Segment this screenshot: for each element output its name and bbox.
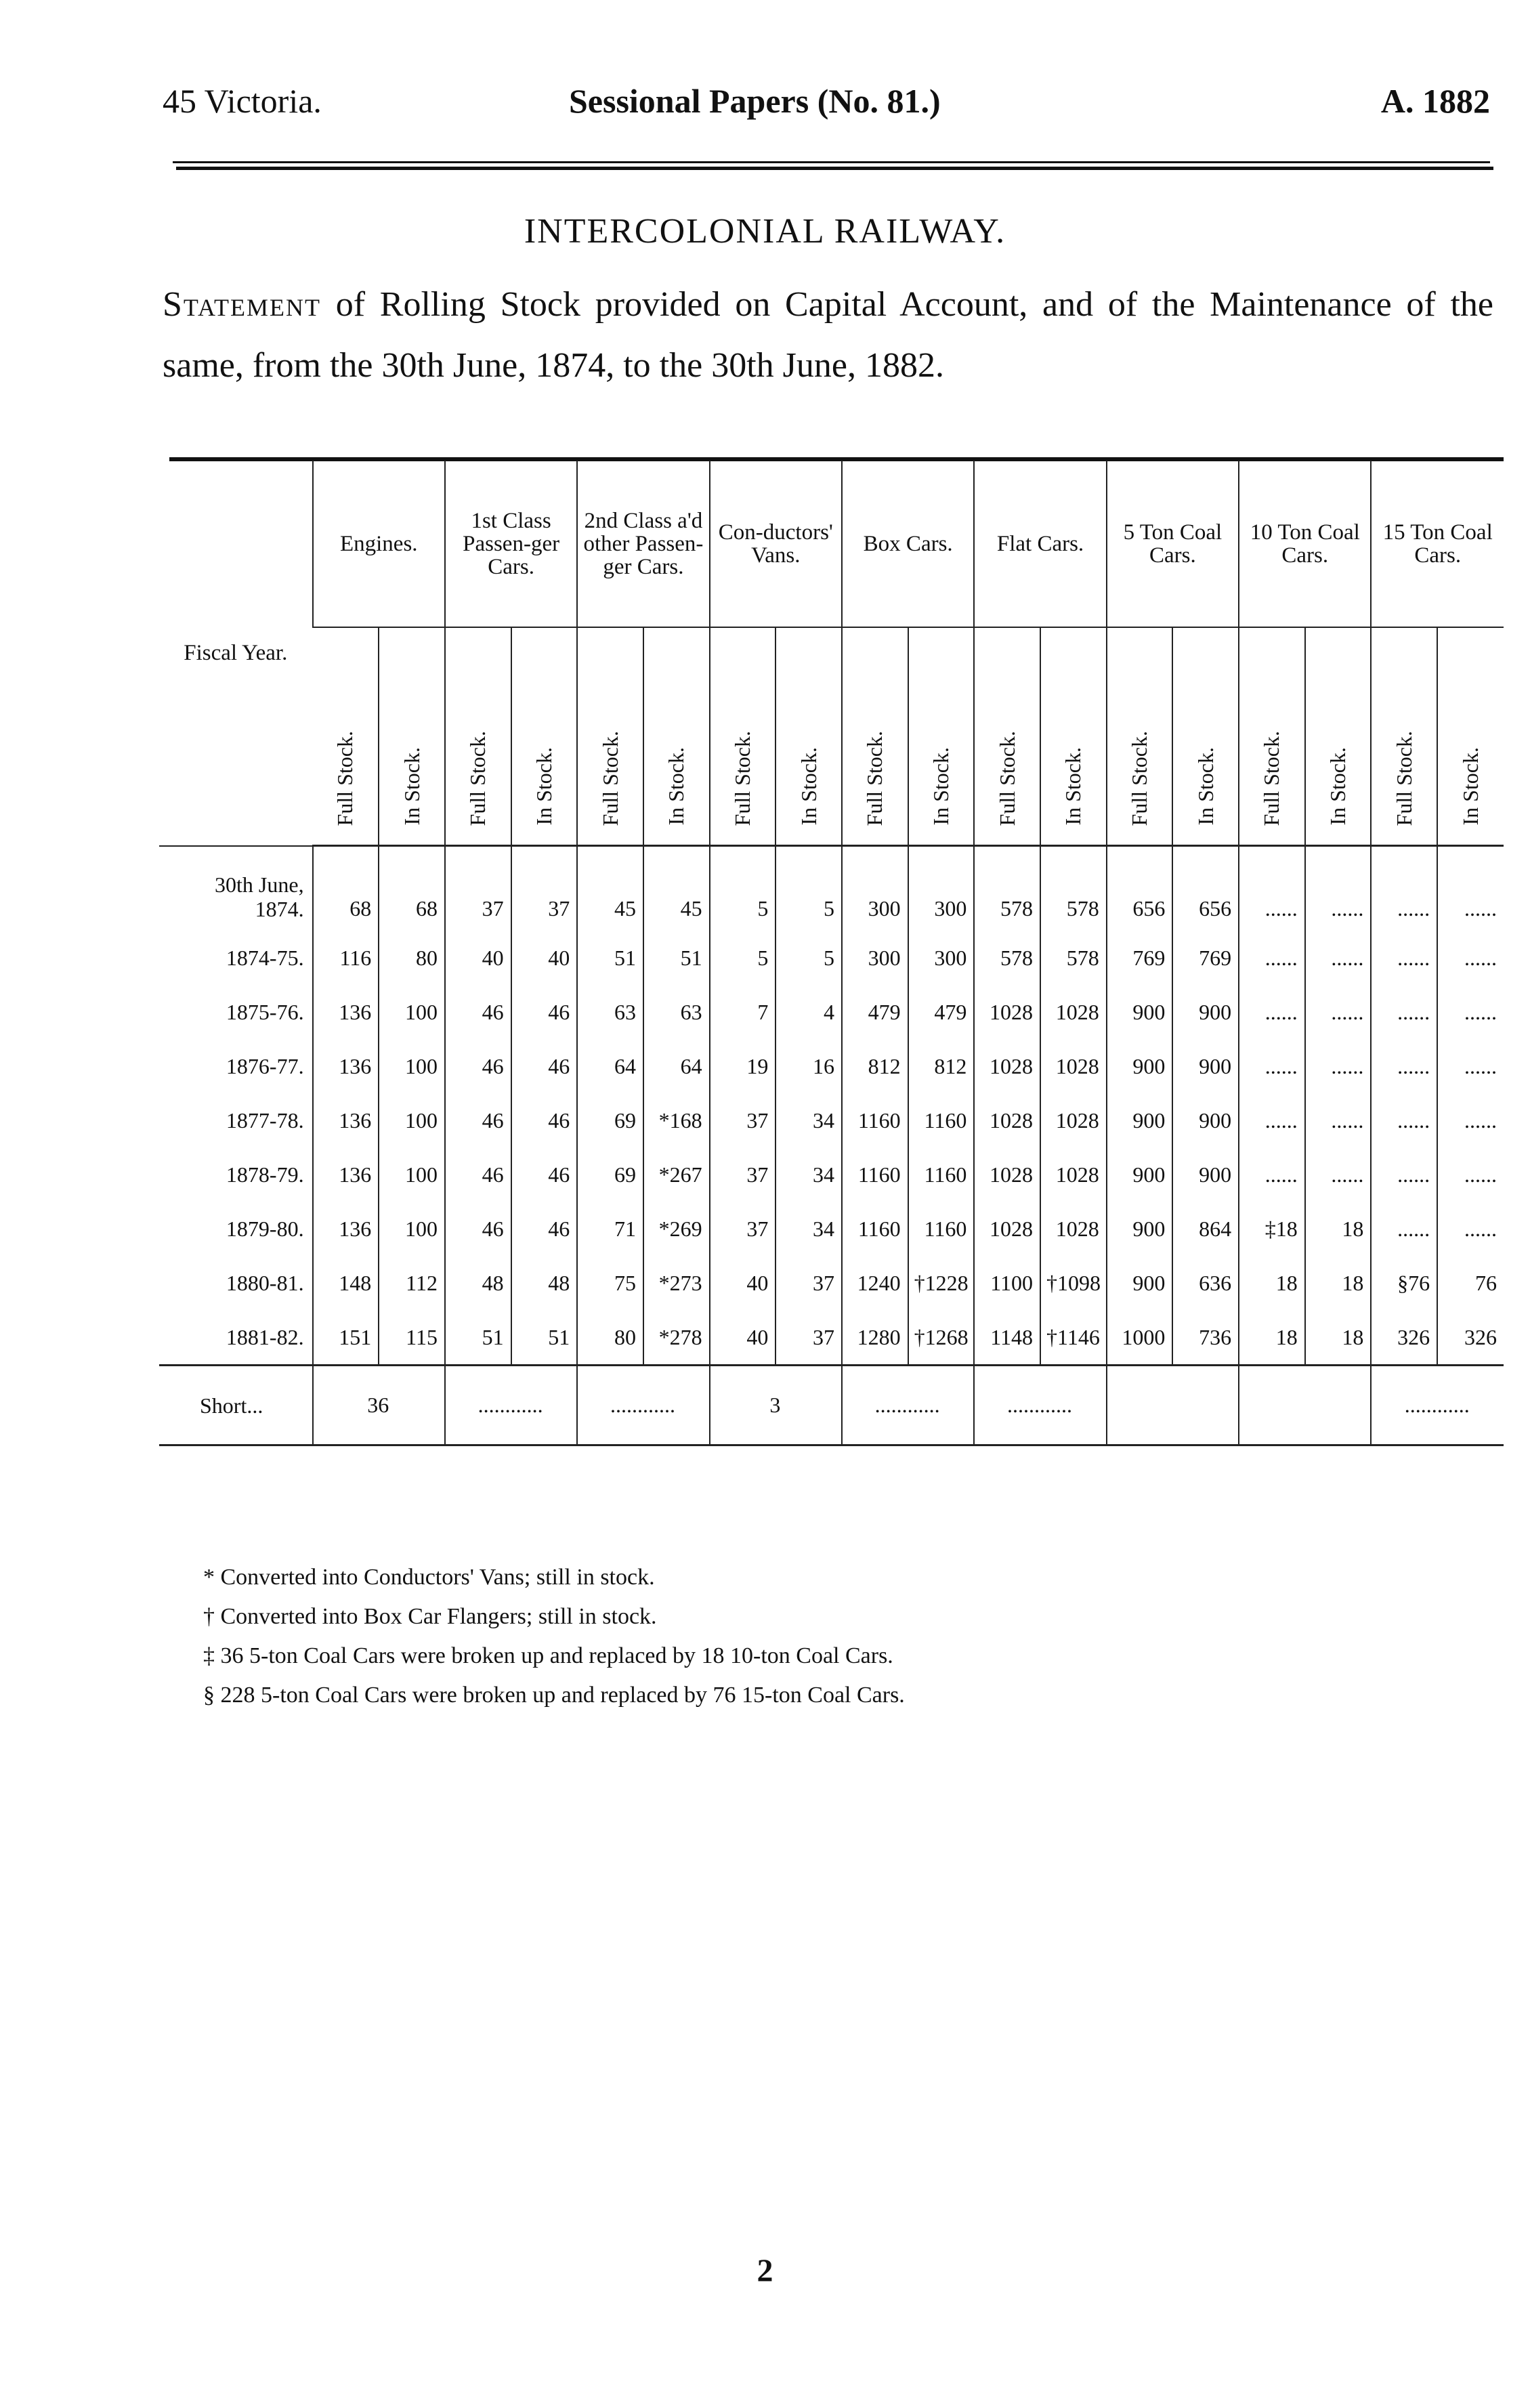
- in-stock-cell: 1160: [908, 1093, 975, 1147]
- in-stock-cell: 51: [643, 931, 710, 985]
- in-stock-cell: 100: [379, 1093, 445, 1147]
- full-stock-cell: 1148: [974, 1310, 1040, 1366]
- header-center: Sessional Papers (No. 81.): [569, 82, 941, 120]
- in-stock-cell: ......: [1305, 1039, 1372, 1093]
- short-row: [159, 1366, 1504, 1445]
- rolling-stock-table-wrap: [159, 461, 1504, 1446]
- table-row: [159, 1147, 1504, 1202]
- in-stock-cell: *269: [643, 1202, 710, 1256]
- in-stock-cell: 636: [1172, 1256, 1239, 1310]
- full-stock-cell: 48: [445, 1256, 511, 1310]
- footnote: ‡ 36 5-ton Coal Cars were broken up and replaced by 18 10-ton Coal Cars.: [203, 1643, 893, 1668]
- in-stock-cell: ......: [1437, 1147, 1504, 1202]
- statement-paragraph: [163, 274, 1493, 396]
- in-stock-cell: 37: [775, 1256, 842, 1310]
- full-stock-header: Full Stock.: [1371, 627, 1437, 846]
- full-stock-cell: 37: [710, 1147, 776, 1202]
- in-stock-cell: *273: [643, 1256, 710, 1310]
- in-stock-cell: 1160: [908, 1202, 975, 1256]
- full-stock-cell: 900: [1107, 1202, 1173, 1256]
- header-rule: [173, 161, 1490, 163]
- short-cell: 3: [710, 1366, 842, 1445]
- in-stock-cell: 18: [1305, 1202, 1372, 1256]
- fiscal-year-cell: 1879-80.: [226, 1217, 304, 1241]
- full-stock-cell: 136: [313, 1039, 379, 1093]
- in-stock-cell: 46: [511, 985, 578, 1039]
- in-stock-cell: 812: [908, 1039, 975, 1093]
- full-stock-cell: 769: [1107, 931, 1173, 985]
- in-stock-cell: ......: [1305, 1093, 1372, 1147]
- in-stock-header: In Stock.: [1305, 627, 1372, 846]
- full-stock-cell: 46: [445, 1202, 511, 1256]
- in-stock-cell: 656: [1172, 846, 1239, 931]
- group-header-row: [159, 461, 1504, 627]
- in-stock-cell: 48: [511, 1256, 578, 1310]
- in-stock-cell: 34: [775, 1147, 842, 1202]
- full-stock-cell: 479: [842, 985, 908, 1039]
- in-stock-cell: 18: [1305, 1256, 1372, 1310]
- full-stock-cell: ......: [1371, 846, 1437, 931]
- full-stock-cell: 45: [577, 846, 643, 931]
- full-stock-cell: 37: [710, 1093, 776, 1147]
- table-row: [159, 846, 1504, 931]
- full-stock-cell: 900: [1107, 1039, 1173, 1093]
- full-stock-cell: 51: [577, 931, 643, 985]
- in-stock-cell: 864: [1172, 1202, 1239, 1256]
- full-stock-cell: 1028: [974, 1039, 1040, 1093]
- full-stock-cell: ......: [1239, 846, 1305, 931]
- full-stock-cell: 68: [313, 846, 379, 931]
- full-stock-header: Full Stock.: [1239, 627, 1305, 846]
- full-stock-cell: ......: [1239, 1039, 1305, 1093]
- in-stock-cell: 300: [908, 931, 975, 985]
- group-header: 10 Ton Coal Cars.: [1239, 461, 1371, 627]
- full-stock-cell: 136: [313, 1093, 379, 1147]
- table-body: [159, 846, 1504, 1445]
- in-stock-cell: 900: [1172, 1039, 1239, 1093]
- in-stock-cell: 736: [1172, 1310, 1239, 1366]
- sub-header-row: [159, 627, 1504, 846]
- in-stock-header: In Stock.: [1437, 627, 1504, 846]
- full-stock-cell: 300: [842, 846, 908, 931]
- full-stock-cell: 812: [842, 1039, 908, 1093]
- in-stock-cell: 40: [511, 931, 578, 985]
- in-stock-cell: 68: [379, 846, 445, 931]
- group-header: 15 Ton Coal Cars.: [1371, 461, 1504, 627]
- in-stock-cell: 1028: [1040, 1093, 1107, 1147]
- in-stock-cell: 1028: [1040, 985, 1107, 1039]
- full-stock-cell: ......: [1371, 1202, 1437, 1256]
- full-stock-cell: 46: [445, 1093, 511, 1147]
- fiscal-year-cell: 30th June, 1874.: [215, 872, 304, 921]
- in-stock-cell: 1028: [1040, 1039, 1107, 1093]
- in-stock-header: In Stock.: [908, 627, 975, 846]
- footnote: § 228 5-ton Coal Cars were broken up and replaced by 76 15-ton Coal Cars.: [203, 1683, 905, 1708]
- header-rule-thick: [176, 167, 1493, 170]
- document-title: INTERCOLONIAL RAILWAY.: [524, 212, 1006, 251]
- in-stock-cell: ......: [1437, 1202, 1504, 1256]
- in-stock-cell: 37: [511, 846, 578, 931]
- in-stock-cell: †1146: [1040, 1310, 1107, 1366]
- full-stock-cell: 64: [577, 1039, 643, 1093]
- fiscal-year-cell: 1877-78.: [226, 1108, 304, 1133]
- in-stock-cell: 64: [643, 1039, 710, 1093]
- full-stock-header: Full Stock.: [842, 627, 908, 846]
- in-stock-cell: *267: [643, 1147, 710, 1202]
- footnotes: [203, 1558, 1422, 1715]
- running-header: [163, 81, 1490, 135]
- in-stock-cell: ......: [1437, 1093, 1504, 1147]
- group-header: 2nd Class a'd other Passen-ger Cars.: [577, 461, 709, 627]
- full-stock-cell: 1000: [1107, 1310, 1173, 1366]
- fiscal-year-cell: 1874-75.: [226, 946, 304, 970]
- rolling-stock-table: [159, 461, 1504, 1446]
- full-stock-cell: 1160: [842, 1202, 908, 1256]
- full-stock-cell: 148: [313, 1256, 379, 1310]
- in-stock-cell: 112: [379, 1256, 445, 1310]
- full-stock-cell: 51: [445, 1310, 511, 1366]
- full-stock-cell: ......: [1371, 1039, 1437, 1093]
- full-stock-cell: 1100: [974, 1256, 1040, 1310]
- in-stock-cell: †1228: [908, 1256, 975, 1310]
- table-row: [159, 1093, 1504, 1147]
- in-stock-cell: ......: [1305, 985, 1372, 1039]
- in-stock-cell: 769: [1172, 931, 1239, 985]
- full-stock-header: Full Stock.: [577, 627, 643, 846]
- short-cell: [1239, 1366, 1371, 1445]
- fiscal-year-cell: 1876-77.: [226, 1054, 304, 1078]
- in-stock-cell: 900: [1172, 985, 1239, 1039]
- short-cell: ............: [842, 1366, 974, 1445]
- in-stock-cell: 100: [379, 1039, 445, 1093]
- full-stock-cell: §76: [1371, 1256, 1437, 1310]
- fiscal-year-cell: 1880-81.: [226, 1271, 304, 1295]
- full-stock-cell: 80: [577, 1310, 643, 1366]
- in-stock-cell: 4: [775, 985, 842, 1039]
- short-cell: ............: [577, 1366, 709, 1445]
- in-stock-cell: 115: [379, 1310, 445, 1366]
- footnote: † Converted into Box Car Flangers; still in stock.: [203, 1604, 657, 1629]
- in-stock-cell: †1268: [908, 1310, 975, 1366]
- full-stock-header: Full Stock.: [710, 627, 776, 846]
- in-stock-cell: 100: [379, 1202, 445, 1256]
- statement-lead: Statement: [163, 285, 322, 324]
- full-stock-cell: 900: [1107, 1093, 1173, 1147]
- in-stock-header: In Stock.: [1172, 627, 1239, 846]
- in-stock-cell: 46: [511, 1093, 578, 1147]
- in-stock-cell: 18: [1305, 1310, 1372, 1366]
- in-stock-header: In Stock.: [643, 627, 710, 846]
- in-stock-cell: 16: [775, 1039, 842, 1093]
- group-header: 1st Class Passen-ger Cars.: [445, 461, 577, 627]
- in-stock-cell: 51: [511, 1310, 578, 1366]
- full-stock-cell: 46: [445, 985, 511, 1039]
- full-stock-cell: ......: [1239, 985, 1305, 1039]
- in-stock-cell: 5: [775, 931, 842, 985]
- full-stock-cell: 37: [445, 846, 511, 931]
- in-stock-cell: 578: [1040, 931, 1107, 985]
- in-stock-header: In Stock.: [1040, 627, 1107, 846]
- full-stock-cell: ......: [1239, 1147, 1305, 1202]
- full-stock-cell: ......: [1371, 1147, 1437, 1202]
- full-stock-cell: 46: [445, 1039, 511, 1093]
- in-stock-cell: 578: [1040, 846, 1107, 931]
- in-stock-cell: 5: [775, 846, 842, 931]
- full-stock-cell: 5: [710, 846, 776, 931]
- full-stock-cell: 1240: [842, 1256, 908, 1310]
- in-stock-cell: 326: [1437, 1310, 1504, 1366]
- in-stock-cell: 46: [511, 1039, 578, 1093]
- in-stock-cell: 479: [908, 985, 975, 1039]
- full-stock-cell: 1280: [842, 1310, 908, 1366]
- short-cell: ............: [974, 1366, 1106, 1445]
- fiscal-year-cell: 1878-79.: [226, 1162, 304, 1187]
- in-stock-cell: 300: [908, 846, 975, 931]
- fiscal-year-cell: 1881-82.: [226, 1325, 304, 1349]
- full-stock-cell: 578: [974, 846, 1040, 931]
- in-stock-cell: 80: [379, 931, 445, 985]
- table-row: [159, 985, 1504, 1039]
- full-stock-cell: 656: [1107, 846, 1173, 931]
- in-stock-cell: †1098: [1040, 1256, 1107, 1310]
- full-stock-header: Full Stock.: [445, 627, 511, 846]
- full-stock-cell: 900: [1107, 1256, 1173, 1310]
- full-stock-cell: 46: [445, 1147, 511, 1202]
- full-stock-cell: ......: [1371, 931, 1437, 985]
- in-stock-cell: 46: [511, 1147, 578, 1202]
- in-stock-cell: ......: [1305, 846, 1372, 931]
- full-stock-cell: 37: [710, 1202, 776, 1256]
- group-header: Con-ductors' Vans.: [710, 461, 842, 627]
- in-stock-cell: 34: [775, 1202, 842, 1256]
- in-stock-cell: ......: [1437, 1039, 1504, 1093]
- in-stock-cell: 76: [1437, 1256, 1504, 1310]
- full-stock-cell: 18: [1239, 1256, 1305, 1310]
- full-stock-cell: 75: [577, 1256, 643, 1310]
- fiscal-year-header: Fiscal Year.: [159, 461, 313, 846]
- in-stock-cell: ......: [1437, 985, 1504, 1039]
- in-stock-cell: ......: [1437, 931, 1504, 985]
- full-stock-header: Full Stock.: [313, 627, 379, 846]
- in-stock-cell: 1160: [908, 1147, 975, 1202]
- full-stock-cell: 1028: [974, 1147, 1040, 1202]
- group-header: Flat Cars.: [974, 461, 1106, 627]
- group-header: 5 Ton Coal Cars.: [1107, 461, 1239, 627]
- in-stock-cell: 37: [775, 1310, 842, 1366]
- full-stock-cell: 40: [710, 1256, 776, 1310]
- full-stock-header: Full Stock.: [1107, 627, 1173, 846]
- full-stock-cell: 151: [313, 1310, 379, 1366]
- full-stock-cell: 136: [313, 1147, 379, 1202]
- full-stock-cell: 7: [710, 985, 776, 1039]
- full-stock-cell: 18: [1239, 1310, 1305, 1366]
- header-left: 45 Victoria.: [163, 82, 322, 120]
- short-cell: 36: [313, 1366, 445, 1445]
- short-label: Short...: [159, 1366, 313, 1445]
- full-stock-cell: 116: [313, 931, 379, 985]
- in-stock-cell: *278: [643, 1310, 710, 1366]
- full-stock-cell: 900: [1107, 985, 1173, 1039]
- in-stock-cell: 1028: [1040, 1147, 1107, 1202]
- fiscal-year-cell: 1875-76.: [226, 1000, 304, 1024]
- full-stock-cell: ......: [1239, 1093, 1305, 1147]
- full-stock-cell: 578: [974, 931, 1040, 985]
- full-stock-cell: 136: [313, 985, 379, 1039]
- short-cell: ............: [1371, 1366, 1504, 1445]
- in-stock-cell: ......: [1437, 846, 1504, 931]
- short-cell: ............: [445, 1366, 577, 1445]
- full-stock-cell: 40: [710, 1310, 776, 1366]
- in-stock-header: In Stock.: [511, 627, 578, 846]
- full-stock-cell: 900: [1107, 1147, 1173, 1202]
- page-number: 2: [757, 2253, 773, 2289]
- in-stock-cell: 100: [379, 985, 445, 1039]
- full-stock-cell: 326: [1371, 1310, 1437, 1366]
- in-stock-cell: 900: [1172, 1093, 1239, 1147]
- table-row: [159, 1256, 1504, 1310]
- in-stock-header: In Stock.: [775, 627, 842, 846]
- table-row: [159, 1202, 1504, 1256]
- in-stock-cell: 45: [643, 846, 710, 931]
- in-stock-cell: *168: [643, 1093, 710, 1147]
- in-stock-cell: 63: [643, 985, 710, 1039]
- full-stock-cell: 1160: [842, 1093, 908, 1147]
- full-stock-cell: ‡18: [1239, 1202, 1305, 1256]
- in-stock-cell: ......: [1305, 931, 1372, 985]
- full-stock-cell: 63: [577, 985, 643, 1039]
- in-stock-cell: 34: [775, 1093, 842, 1147]
- header-right: A. 1882: [1380, 82, 1490, 120]
- full-stock-header: Full Stock.: [974, 627, 1040, 846]
- full-stock-cell: 40: [445, 931, 511, 985]
- in-stock-cell: 900: [1172, 1147, 1239, 1202]
- full-stock-cell: 71: [577, 1202, 643, 1256]
- table-row: [159, 931, 1504, 985]
- full-stock-cell: 69: [577, 1093, 643, 1147]
- statement-text: of Rolling Stock provided on Capital Account, and of the Maintenance of the same, from the 30th June, 1874, to the 30th June, 1882.: [163, 285, 1493, 385]
- in-stock-cell: 1028: [1040, 1202, 1107, 1256]
- in-stock-cell: ......: [1305, 1147, 1372, 1202]
- in-stock-cell: 46: [511, 1202, 578, 1256]
- full-stock-cell: 1028: [974, 1093, 1040, 1147]
- footnote: * Converted into Conductors' Vans; still in stock.: [203, 1565, 655, 1590]
- full-stock-cell: ......: [1239, 931, 1305, 985]
- group-header: Engines.: [313, 461, 445, 627]
- full-stock-cell: ......: [1371, 985, 1437, 1039]
- in-stock-cell: 100: [379, 1147, 445, 1202]
- in-stock-header: In Stock.: [379, 627, 445, 846]
- full-stock-cell: 1160: [842, 1147, 908, 1202]
- full-stock-cell: 69: [577, 1147, 643, 1202]
- full-stock-cell: 5: [710, 931, 776, 985]
- full-stock-cell: ......: [1371, 1093, 1437, 1147]
- group-header: Box Cars.: [842, 461, 974, 627]
- full-stock-cell: 300: [842, 931, 908, 985]
- table-row: [159, 1310, 1504, 1366]
- full-stock-cell: 1028: [974, 985, 1040, 1039]
- full-stock-cell: 136: [313, 1202, 379, 1256]
- short-cell: [1107, 1366, 1239, 1445]
- table-row: [159, 1039, 1504, 1093]
- full-stock-cell: 19: [710, 1039, 776, 1093]
- full-stock-cell: 1028: [974, 1202, 1040, 1256]
